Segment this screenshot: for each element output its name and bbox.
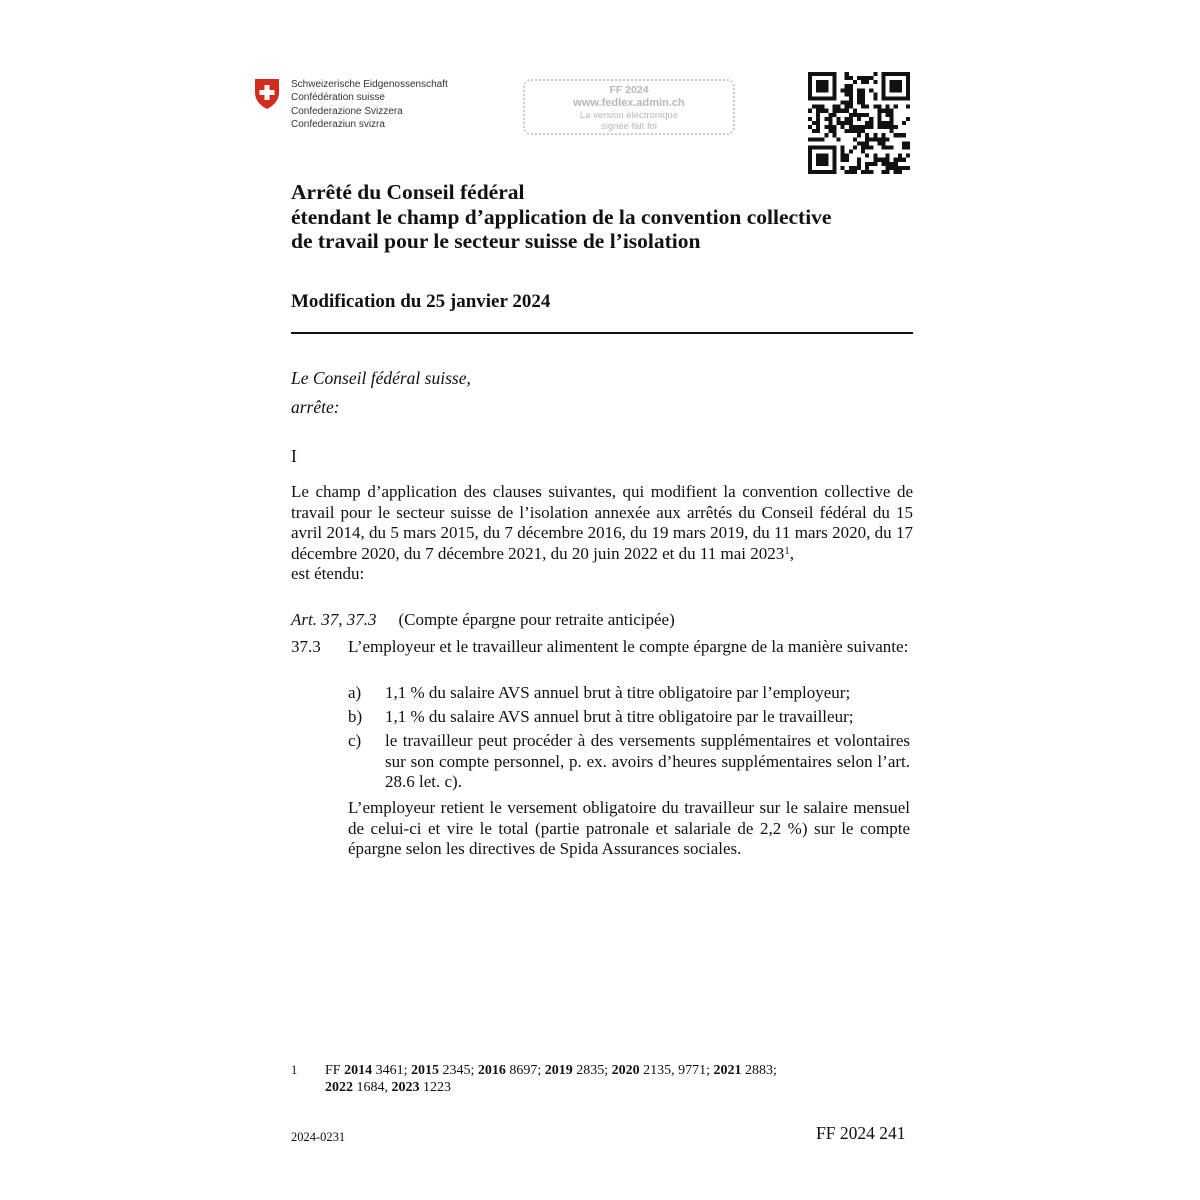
footnote-prefix: FF	[325, 1063, 341, 1078]
preamble-line: Le Conseil fédéral suisse,	[291, 368, 471, 388]
footnote-year: 2022	[325, 1080, 353, 1095]
intro-paragraph: Le champ d’application des clauses suivantes, qui modifient la convention collective de travail pour le secteur suisse de l’isolation annexée aux arrêtés du Conseil fédéral du 15 avril 2014, du 5 mars 2015, du 7 décembre 2016, du 19 mars 2019, du 11 mars 2020, du 17 décembre 2020, du 7 décembre 2021, du 20 juin 2022 et du 11 mai 2023$^1$, est étendu:	[291, 482, 913, 583]
list-item-text: 1,1 % du salaire AVS annuel brut à titre obligatoire par le travailleur;	[385, 707, 854, 726]
title-divider	[291, 332, 913, 334]
list-item-label: c)	[348, 731, 362, 750]
swiss-coat-of-arms-icon	[254, 78, 280, 110]
list-item-text: le travailleur peut procéder à des versements supplémentaires et volontaires sur son compte personnel, p. ex. avoirs d’heures supplémentaires selon l’art. 28.6 let. c).	[385, 731, 910, 791]
closing-paragraph: L’employeur retient le versement obligatoire du travailleur sur le salaire mensuel de celui-ci et vire le total (partie patronale et salariale de 2,2 %) sur le compte épargne selon les directives de Spida Assurances sociales.	[348, 798, 910, 858]
intro-tail: est étendu:	[291, 564, 365, 583]
confederation-names	[291, 78, 448, 131]
confederation-name-de: Schweizerische Eidgenossenschaft	[291, 79, 448, 90]
preamble-line: arrête:	[291, 397, 340, 417]
article-ref: Art. 37, 37.3	[291, 610, 377, 629]
list-item-label: b)	[348, 707, 363, 726]
confederation-name-it: Confederazione Svizzera	[291, 105, 403, 117]
paragraph-number: 37.3	[291, 637, 321, 656]
footnote-pages: 2345	[442, 1063, 471, 1078]
document-code: 2024-0231	[291, 1130, 346, 1144]
qr-code-icon	[808, 72, 910, 174]
paragraph-text: L’employeur et le travailleur alimentent le compte épargne de la manière suivante:	[348, 637, 909, 656]
preamble	[291, 364, 471, 422]
footnote-pages: 1684	[356, 1080, 385, 1095]
list-item-label: a)	[348, 683, 362, 702]
footnote-year: 2020	[611, 1063, 640, 1078]
footnote-year: 2016	[477, 1063, 506, 1078]
footnote-text: FF 2014 3461; 2015 2345; 2016 8697; 2019 2835; 2020 2135, 9771; 2021 2883; 2022 1684, 2023 1223	[325, 1063, 777, 1095]
footnote-number: 1	[291, 1063, 298, 1077]
footnote-pages: 2883	[745, 1063, 774, 1078]
list-item-text: 1,1 % du salaire AVS annuel brut à titre obligatoire par l’employeur;	[385, 683, 851, 702]
stamp-ff: FF 2024	[609, 84, 649, 96]
modification-subtitle: Modification du 25 janvier 2024	[291, 291, 551, 312]
confederation-name-fr: Confédération suisse	[291, 92, 385, 104]
title-line: Arrêté du Conseil fédéral	[291, 180, 525, 204]
stamp-version: La version électronique	[579, 110, 679, 121]
footnote-pages: 2135, 9771	[643, 1063, 707, 1078]
article-heading	[291, 610, 675, 630]
intro-text: Le champ d’application des clauses suivantes, qui modifient la convention collective de travail pour le secteur suisse de l’isolation annexée aux arrêtés du Conseil fédéral du 15 avril 2014, du 5 mars 2015, du 7 décembre 2016, du 19 mars 2019, du 11 mars 2020, du 17 décembre 2020, du 7 décembre 2021, du 20 juin 2022 et du 11 mai 2023	[291, 482, 913, 563]
footnote-pages: 3461	[375, 1063, 404, 1078]
footnote-year: 2019	[544, 1063, 573, 1078]
footnote-pages: 8697	[509, 1063, 538, 1078]
page-reference: FF 2024 241	[816, 1123, 906, 1143]
footnote-pages: 1223	[423, 1080, 451, 1095]
stamp-url: www.fedlex.admin.ch	[573, 97, 685, 109]
document-title	[291, 180, 931, 254]
signature-stamp	[523, 79, 735, 135]
section-number: I	[291, 446, 297, 466]
footnote-year: 2015	[410, 1063, 439, 1078]
footnote-year: 2014	[344, 1063, 373, 1078]
footnote-ref[interactable]: 1	[784, 544, 790, 557]
article-title: (Compte épargne pour retraite anticipée)	[398, 610, 675, 629]
stamp-signed: signée fait foi	[601, 121, 657, 132]
footnote-year: 2023	[391, 1080, 420, 1095]
confederation-name-rm: Confederaziun svizra	[291, 118, 385, 130]
footnote-pages: 2835	[576, 1063, 605, 1078]
title-line: de travail pour le secteur suisse de l’isolation	[291, 229, 701, 253]
footnote-year: 2021	[713, 1063, 742, 1078]
title-line: étendant le champ d’application de la convention collective	[291, 204, 832, 229]
